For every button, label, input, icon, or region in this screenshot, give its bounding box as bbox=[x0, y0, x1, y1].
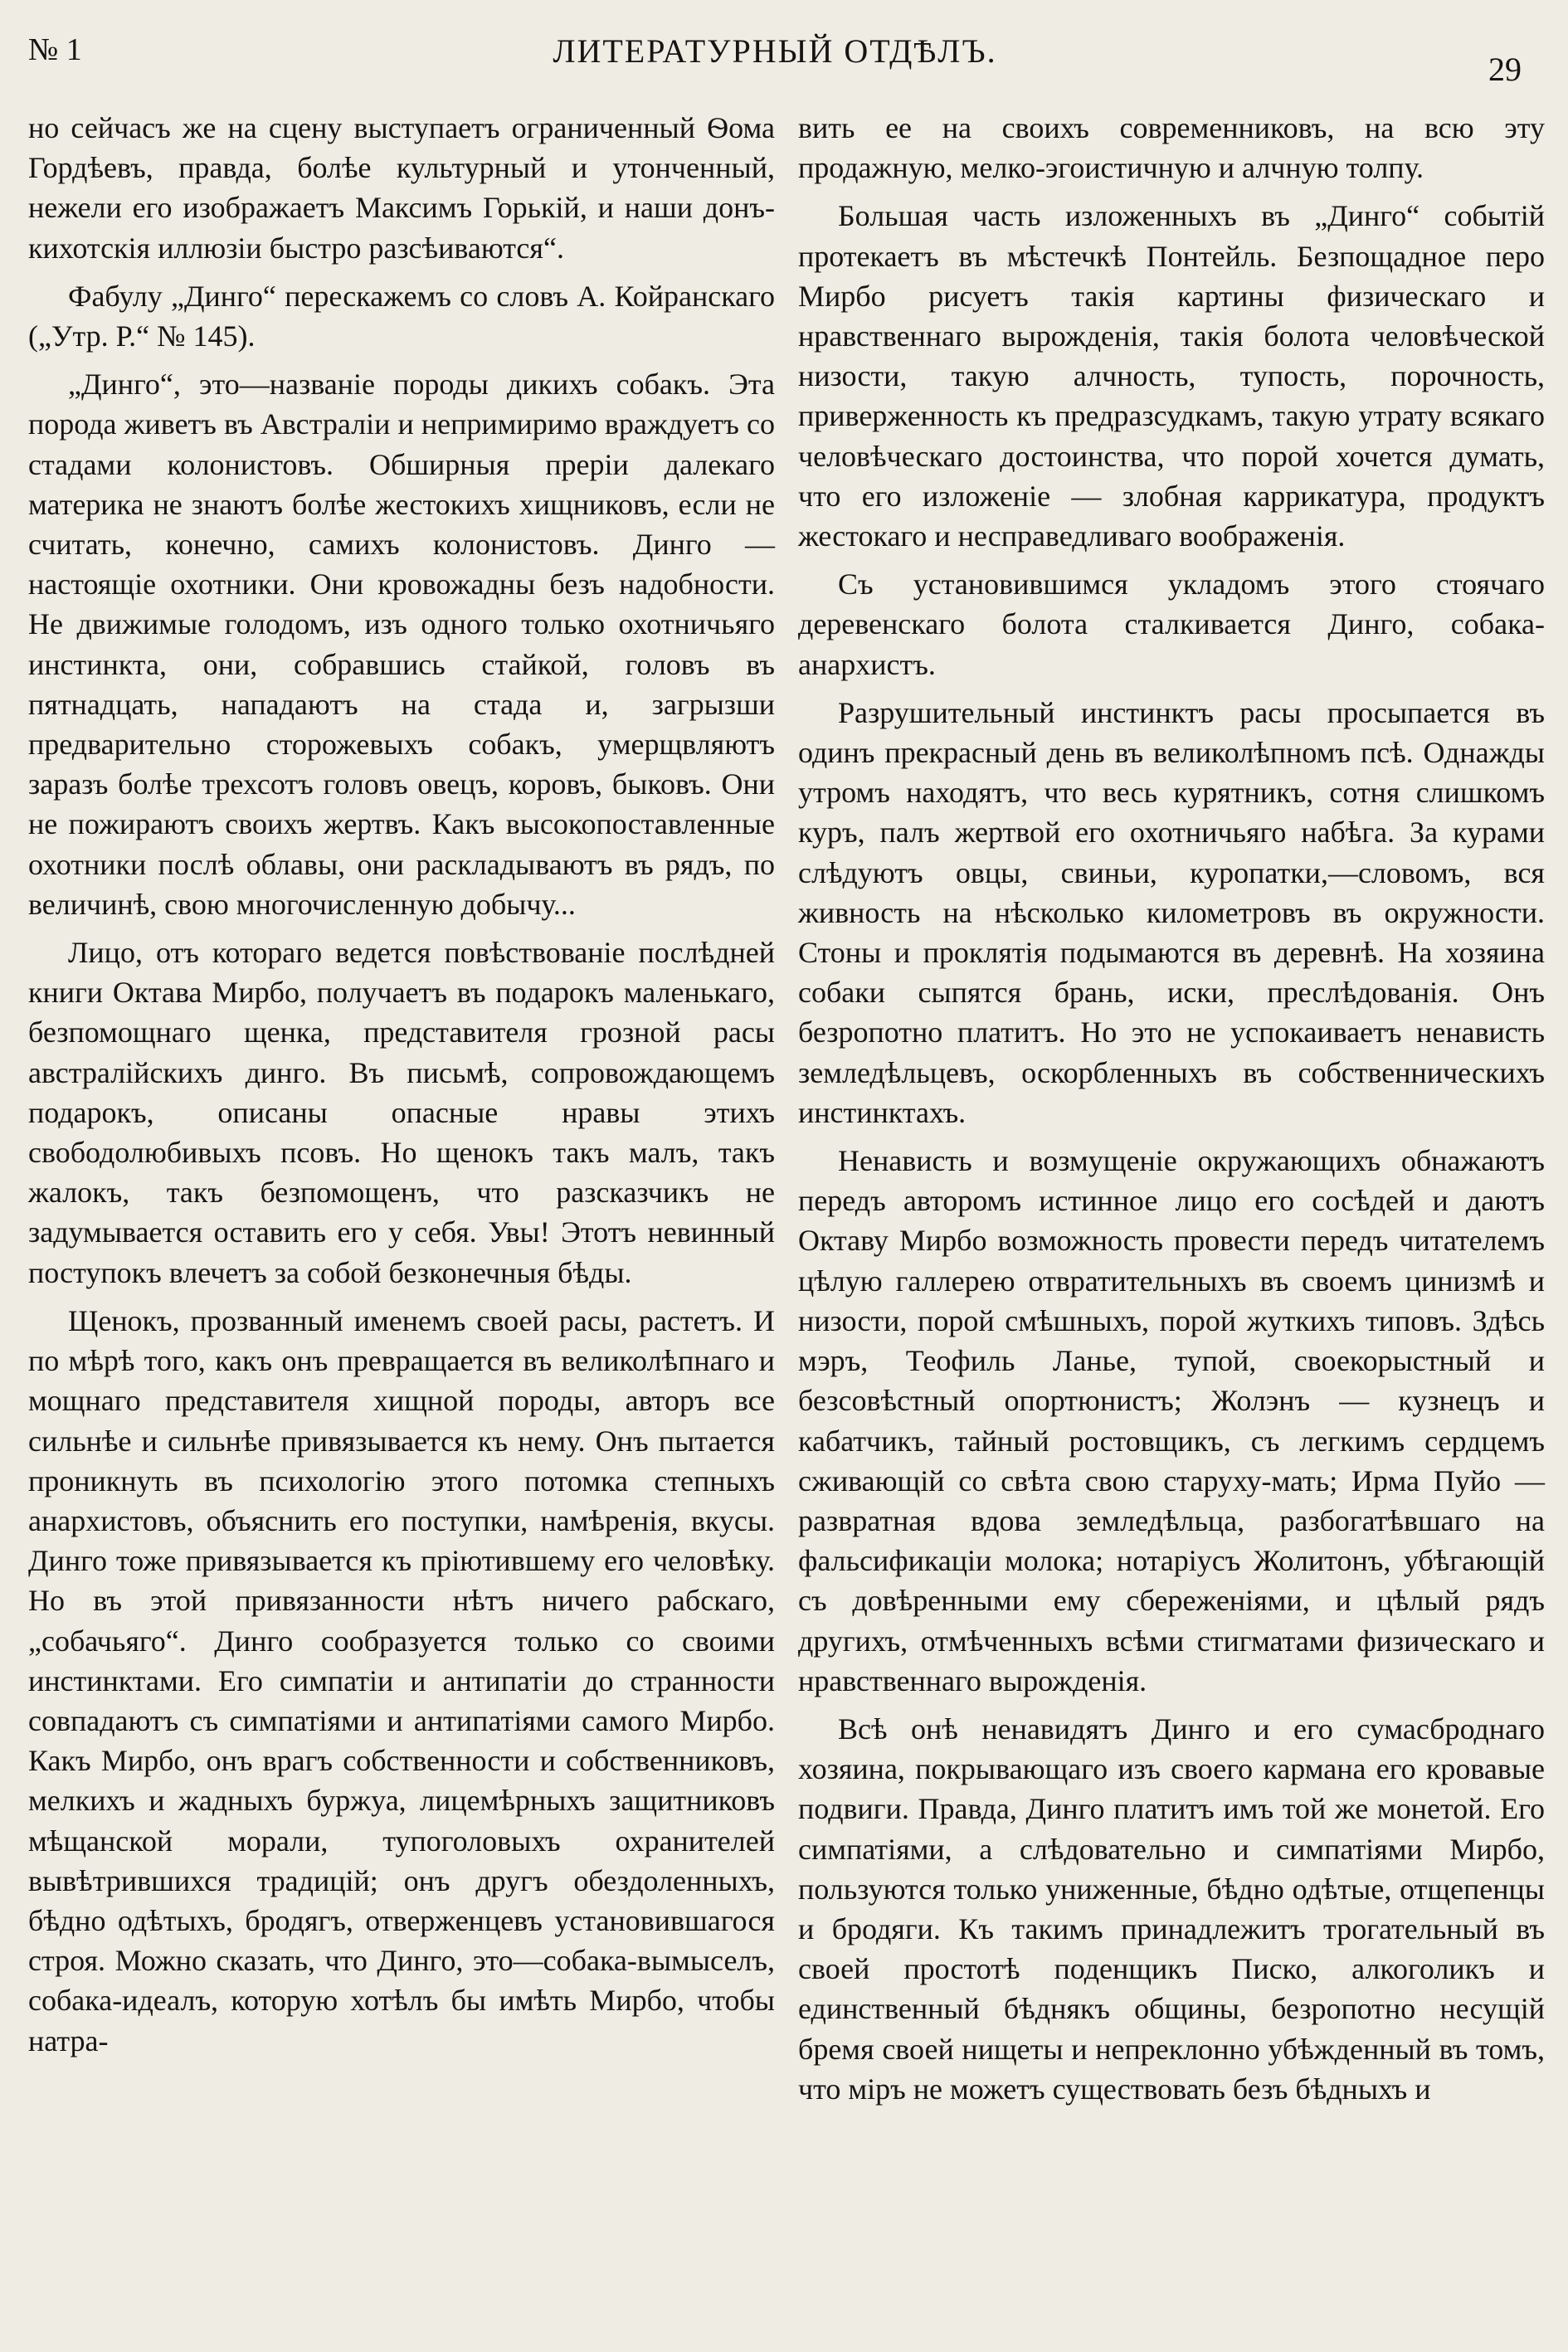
page-number: 29 bbox=[1488, 51, 1522, 88]
paragraph: Разрушительный инстинктъ расы просыпается въ одинъ прекрасный день въ великолѣпномъ псѣ. Однажды утромъ находятъ, что весь курятникъ, сотня слишкомъ куръ, палъ жертвой его охотничьяго набѣга. За курами слѣдуютъ овцы, свиньи, куропатки,—словомъ, вся живность на нѣсколько километровъ въ окружности. Стоны и проклятія подымаются въ деревнѣ. На хозяина собаки сыпятся брань, иски, преслѣдованія. Онъ безропотно платитъ. Но это не успокаиваетъ ненависть земледѣльцевъ, оскорбленныхъ въ собственническихъ инстинктахъ. bbox=[798, 695, 1545, 1129]
paragraph: Большая часть изложенныхъ въ „Динго“ событій протекаетъ въ мѣстечкѣ Понтейль. Безпощадное перо Мирбо рисуетъ такія картины физическаго и нравственнаго вырожденія, такія болота человѣческой низости, такую алчность, тупость, порочность, приверженность къ предразсудкамъ, такую утрату всякаго человѣческаго достоинства, что порой хочется думать, что его изложеніе — злобная каррикатура, продуктъ жестокаго и несправедливаго воображенія. bbox=[798, 199, 1545, 553]
left-column bbox=[28, 108, 775, 2061]
issue-number: № 1 bbox=[28, 32, 82, 67]
paragraph: Фабулу „Динго“ перескажемъ со словъ А. Койранскаго („Утр. Р.“ № 145). bbox=[28, 279, 775, 353]
paragraph: Щенокъ, прозванный именемъ своей расы, растетъ. И по мѣрѣ того, какъ онъ превращается въ великолѣпнаго и мощнаго представителя хищной породы, авторъ все сильнѣе и сильнѣе привязывается къ нему. Онъ пытается проникнуть въ психологію этого потомка степныхъ анархистовъ, объяснить его поступки, намѣренія, вкусы. Динго тоже привязывается къ пріютившему его человѣку. Но въ этой привязанности нѣтъ ничего рабскаго, „собачьяго“. Динго сообразуется только со своими инстинктами. Его симпатіи и антипатіи до странности совпадаютъ съ симпатіями и антипатіями самого Мирбо. Какъ Мирбо, онъ врагъ собственности и собственниковъ, мелкихъ и жадныхъ буржуа, лицемѣрныхъ защитниковъ мѣщанской морали, тупоголовыхъ охранителей вывѣтрившихся традицій; онъ другъ обездоленныхъ, бѣдно одѣтыхъ, бродягъ, отверженцевъ установившагося строя. Можно сказать, что Динго, это—собака-вымыселъ, собака-идеалъ, которую хотѣлъ бы имѣть Мирбо, чтобы натра- bbox=[28, 1303, 775, 2057]
paragraph: вить ее на своихъ современниковъ, на всю эту продажную, мелко-эгоистичную и алчную толпу. bbox=[798, 111, 1545, 185]
paragraph: Всѣ онѣ ненавидятъ Динго и его сумасброднаго хозяина, покрывающаго изъ своего кармана его кровавые подвиги. Правда, Динго платитъ имъ той же монетой. Его симпатіями, а слѣдовательно и симпатіями Мирбо, пользуются только униженные, бѣдно одѣтые, отщепенцы и бродяги. Къ такимъ принадлежитъ трогательный въ своей простотѣ поденщикъ Писко, алкоголикъ и единственный бѣднякъ общины, безропотно несущій бремя своей нищеты и непреклонно убѣжденный въ томъ, что міръ не можетъ существовать безъ бѣдныхъ и bbox=[798, 1712, 1545, 2106]
paragraph: Ненависть и возмущеніе окружающихъ обнажаютъ передъ авторомъ истинное лицо его сосѣдей и даютъ Октаву Мирбо возможность провести передъ читателемъ цѣлую галлерею отвратительныхъ въ своемъ цинизмѣ и низости, порой смѣшныхъ, порой жуткихъ типовъ. Здѣсь мэръ, Теофиль Ланье, тупой, своекорыстный и безсовѣстный опортюнистъ; Жолэнъ — кузнецъ и кабатчикъ, тайный ростовщикъ, съ легкимъ сердцемъ сживающій со свѣта свою старуху-мать; Ирма Пуйо — развратная вдова земледѣльца, разбогатѣвшаго на фальсификаціи молока; нотаріусъ Жолитонъ, убѣгающій съ довѣренными ему сбереженіями, и цѣлый рядъ другихъ, отмѣченныхъ всѣми стигматами физическаго и нравственнаго вырожденія. bbox=[798, 1144, 1545, 1697]
paragraph: Съ установившимся укладомъ этого стоячаго деревенскаго болота сталкивается Динго, собака-анархистъ. bbox=[798, 567, 1545, 681]
paragraph: но сейчасъ же на сцену выступаетъ ограниченный Ѳома Гордѣевъ, правда, болѣе культурный и утонченный, нежели его изображаетъ Максимъ Горькій, и наши донъ-кихотскія иллюзіи быстро разсѣиваются“. bbox=[28, 111, 775, 265]
right-column bbox=[798, 108, 1545, 2109]
paragraph: „Динго“, это—названіе породы дикихъ собакъ. Эта порода живетъ въ Австраліи и непримиримо враждуетъ со стадами колонистовъ. Обширныя преріи далекаго материка не знаютъ болѣе жестокихъ хищниковъ, если не считать, конечно, самихъ колонистовъ. Динго — настоящіе охотники. Они кровожадны безъ надобности. Не движимые голодомъ, изъ одного только охотничьяго инстинкта, они, собравшись стайкой, головъ въ пятнадцать, нападаютъ на стада и, загрызши предварительно сторожевыхъ собакъ, умерщвляютъ заразъ болѣе трехсотъ головъ овецъ, коровъ, быковъ. Они не пожираютъ своихъ жертвъ. Какъ высокопоставленные охотники послѣ облавы, они раскладываютъ въ рядъ, по величинѣ, свою многочисленную добычу... bbox=[28, 368, 775, 921]
section-title: ЛИТЕРАТУРНЫЙ ОТДѢЛЪ. bbox=[553, 32, 997, 70]
paragraph: Лицо, отъ котораго ведется повѣствованіе послѣдней книги Октава Мирбо, получаетъ въ подарокъ маленькаго, безпомощнаго щенка, представителя грозной расы австралійскихъ динго. Въ письмѣ, сопровождающемъ подарокъ, описаны опасные нравы этихъ свободолюбивыхъ псовъ. Но щенокъ такъ малъ, такъ жалокъ, такъ безпомощенъ, что разсказчикъ не задумывается оставить его у себя. Увы! Этотъ невинный поступокъ влечетъ за собой безконечныя бѣды. bbox=[28, 936, 775, 1289]
page-header bbox=[28, 27, 1522, 88]
